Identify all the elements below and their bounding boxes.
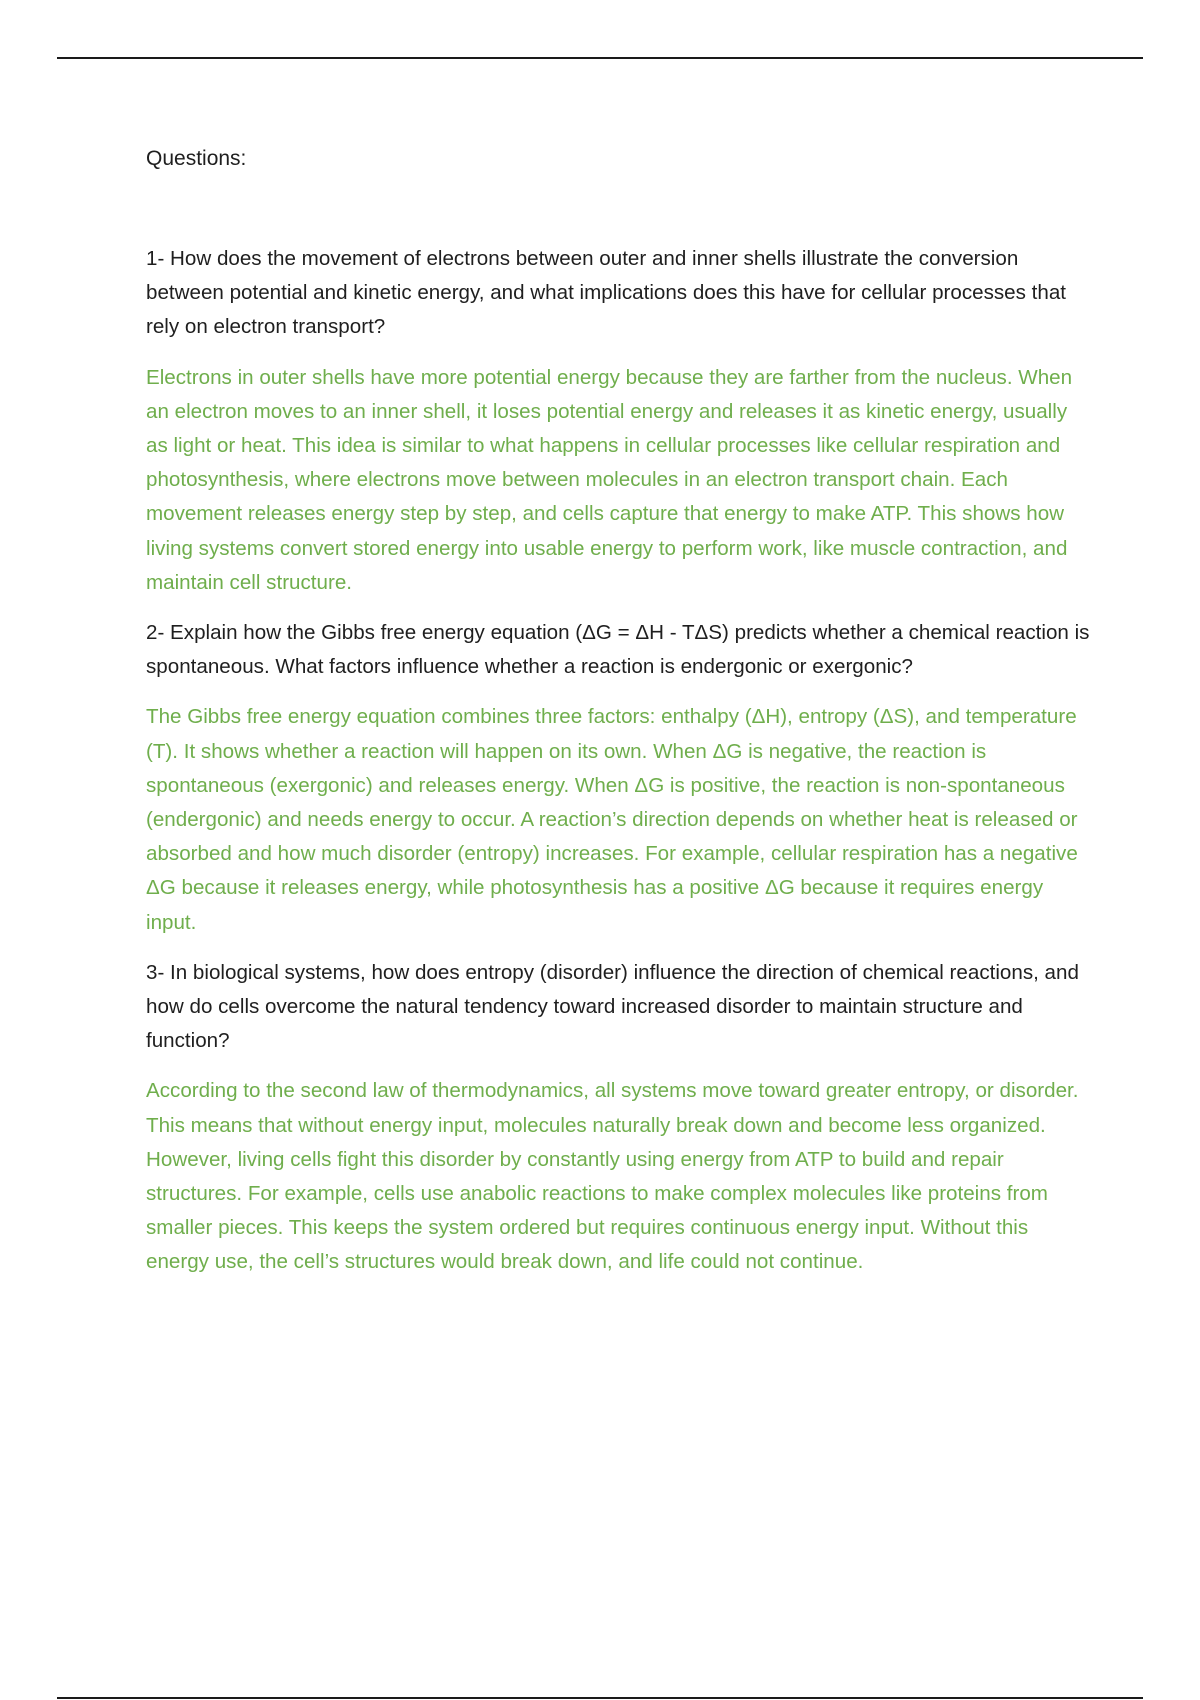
answer-2: The Gibbs free energy equation combines three factors: enthalpy (ΔH), entropy (ΔS), and temperature (T). It shows whether a reaction will happen on its own. When ΔG is negative, the reaction is spontaneous (exergonic) and releases energy. When ΔG is positive, the reaction is non-spontaneous (endergonic) and needs energy to occur. A reaction’s direction depends on whether heat is released or absorbed and how much disorder (entropy) increases. For example, cellular respiration has a negative ΔG because it releases energy, while photosynthesis has a positive ΔG because it requires energy input.: [146, 705, 1078, 934]
bottom-rule: [57, 1697, 1143, 1699]
questions-heading: Questions:: [146, 147, 247, 170]
question-1: 1- How does the movement of electrons between outer and inner shells illustrate the conversion between potential and kinetic energy, and what implications does this have for cellular processes that rely on electron transport?: [146, 247, 1067, 339]
answer-1: Electrons in outer shells have more potential energy because they are farther from the nucleus. When an electron moves to an inner shell, it loses potential energy and releases it as kinetic energy, usually as light or heat. This idea is similar to what happens in cellular processes like cellular respiration and photosynthesis, where electrons move between molecules in an electron transport chain. Each movement releases energy step by step, and cells capture that energy to make ATP. This shows how living systems convert stored energy into usable energy to perform work, like muscle contraction, and maintain cell structure.: [146, 365, 1073, 594]
document-body: [146, 142, 1091, 1296]
question-2: 2- Explain how the Gibbs free energy equation (ΔG = ΔH - TΔS) predicts whether a chemical reaction is spontaneous. What factors influence whether a reaction is endergonic or exergonic?: [146, 621, 1090, 679]
question-3: 3- In biological systems, how does entropy (disorder) influence the direction of chemical reactions, and how do cells overcome the natural tendency toward increased disorder to maintain structure and function?: [146, 960, 1079, 1053]
answer-3: According to the second law of thermodynamics, all systems move toward greater entropy, or disorder. This means that without energy input, molecules naturally break down and become less organized. However, living cells fight this disorder by constantly using energy from ATP to build and repair structures. For example, cells use anabolic reactions to make complex molecules like proteins from smaller pieces. This keeps the system ordered but requires continuous energy input. Without this energy use, the cell’s structures would break down, and life could not continue.: [146, 1079, 1079, 1274]
top-rule: [57, 57, 1143, 59]
